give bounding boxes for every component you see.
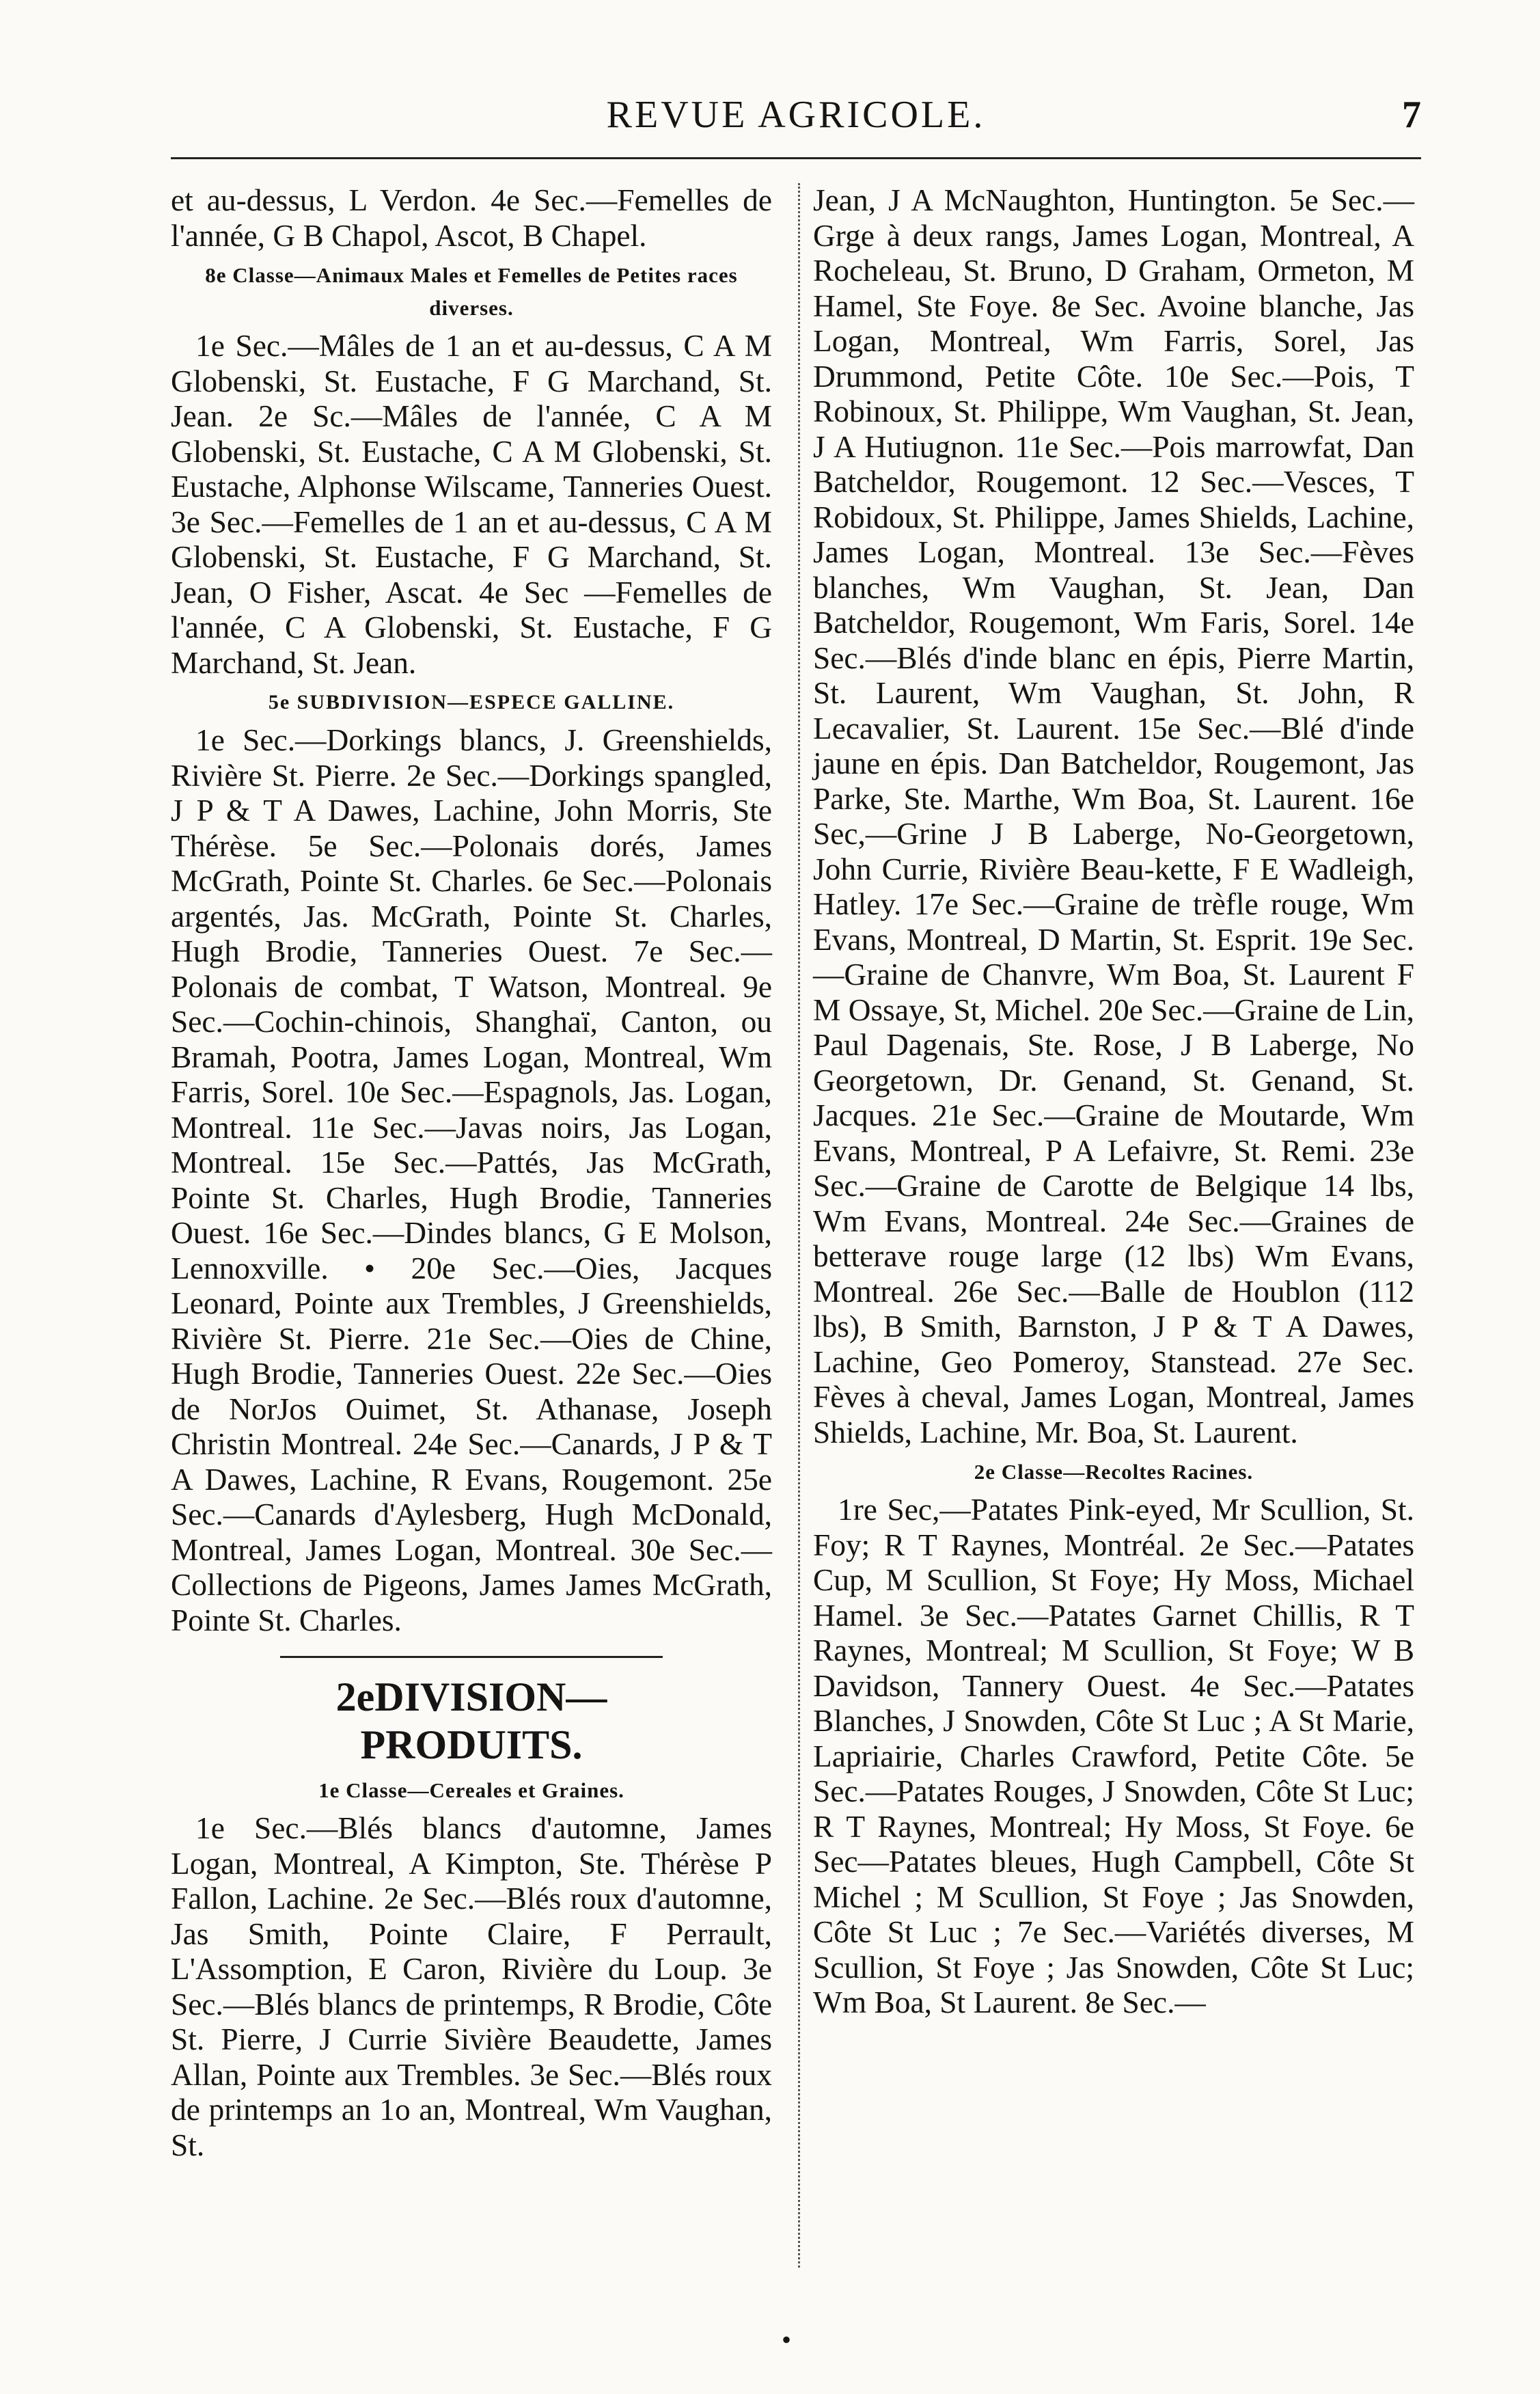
footer-mark: • bbox=[782, 2324, 792, 2355]
paragraph: 1e Sec.—Mâles de 1 an et au-dessus, C A M Globenski, St. Eustache, F G Marchand, St. Jean. 2e Sc.—Mâles de l'année, C A M Globenski, St. Eustache, C A M Globenski, St. Eustache, Alphonse Wilscame, Tanneries Ouest. 3e Sec.—Femelles de 1 an et au-dessus, C A M Globenski, St. Eustache, F G Marchand, St. Jean, O Fisher, Ascat. 4e Sec —Femelles de l'année, C A Globenski, St. Eustache, F G Marchand, St. Jean. bbox=[171, 329, 772, 680]
header-rule bbox=[171, 157, 1421, 159]
page-header bbox=[171, 81, 1421, 156]
class-heading: 1e Classe—Cereales et Graines. bbox=[318, 1778, 624, 1802]
running-title: REVUE AGRICOLE. bbox=[606, 94, 986, 136]
division-heading: 2eDIVISION—PRODUITS. bbox=[280, 1656, 663, 1769]
page-number: 7 bbox=[1402, 94, 1421, 136]
class-heading: 2e Classe—Recoltes Racines. bbox=[974, 1460, 1254, 1484]
subdivision-heading: 5e SUBDIVISION—ESPECE GALLINE. bbox=[268, 691, 675, 713]
paragraph: 1e Sec.—Dorkings blancs, J. Greenshields, Rivière St. Pierre. 2e Sec.—Dorkings spangled, J P & T A Dawes, Lachine, John Morris, Ste Thérèse. 5e Sec.—Polonais dorés, James McGrath, Pointe St. Charles. 6e Sec.—Polonais argentés, Jas. McGrath, Pointe St. Charles, Hugh Brodie, Tanneries Ouest. 7e Sec.—Polonais de combat, T Watson, Montreal. 9e Sec.—Cochin-chinois, Shanghaï, Canton, ou Bramah, Pootra, James Logan, Montreal, Wm Farris, Sorel. 10e Sec.—Espagnols, Jas. Logan, Montreal. 11e Sec.—Javas noirs, Jas Logan, Montreal. 15e Sec.—Pattés, Jas McGrath, Pointe St. Charles, Hugh Brodie, Tanneries Ouest. 16e Sec.—Dindes blancs, G E Molson, Lennoxville. • 20e Sec.—Oies, Jacques Leonard, Pointe aux Trembles, J Greenshields, Rivière St. Pierre. 21e Sec.—Oies de Chine, Hugh Brodie, Tanneries Ouest. 22e Sec.—Oies de NorJos Ouimet, St. Athanase, Joseph Christin Montreal. 24e Sec.—Canards, J P & T A Dawes, Lachine, R Evans, Rougemont. 25e Sec.—Canards d'Aylesberg, Hugh McDonald, Montreal, James Logan, Montreal. 30e Sec.—Collections de Pigeons, James James McGrath, Pointe St. Charles. bbox=[171, 723, 772, 1637]
column-divider bbox=[798, 183, 800, 2268]
class-heading: 8e Classe—Animaux Males et Femelles de Petites races diverses. bbox=[205, 263, 738, 320]
paragraph: Jean, J A McNaughton, Huntington. 5e Sec.—Grge à deux rangs, James Logan, Montreal, A Rocheleau, St. Bruno, D Graham, Ormeton, M Hamel, Ste Foye. 8e Sec. Avoine blanche, Jas Logan, Montreal, Wm Farris, Sorel, Jas Drummond, Petite Côte. 10e Sec.—Pois, T Robinoux, St. Philippe, Wm Vaughan, St. Jean, J A Hutiugnon. 11e Sec.—Pois marrowfat, Dan Batcheldor, Rougemont. 12 Sec.—Vesces, T Robidoux, St. Philippe, James Shields, Lachine, James Logan, Montreal. 13e Sec.—Fèves blanches, Wm Vaughan, St. Jean, Dan Batcheldor, Rougemont, Wm Faris, Sorel. 14e Sec.—Blés d'inde blanc en épis, Pierre Martin, St. Laurent, Wm Vaughan, St. John, R Lecavalier, St. Laurent. 15e Sec.—Blé d'inde jaune en épis. Dan Batcheldor, Rougemont, Jas Parke, Ste. Marthe, Wm Boa, St. Laurent. 16e Sec,—Grine J B Laberge, No-Georgetown, John Currie, Rivière Beau-kette, F E Wadleigh, Hatley. 17e Sec.—Graine de trèfle rouge, Wm Evans, Montreal, D Martin, St. Esprit. 19e Sec.—Graine de Chanvre, Wm Boa, St. Laurent F M Ossaye, St, Michel. 20e Sec.—Graine de Lin, Paul Dagenais, Ste. Rose, J B Laberge, No Georgetown, Dr. Genand, St. Genand, St. Jacques. 21e Sec.—Graine de Moutarde, Wm Evans, Montreal, P A Lefaivre, St. Remi. 23e Sec.—Graine de Carotte de Belgique 14 lbs, Wm Evans, Montreal. 24e Sec.—Graines de betterave rouge large (12 lbs) Wm Evans, Montreal. 26e Sec.—Balle de Houblon (112 lbs), B Smith, Barnston, J P & T A Dawes, Lachine, Geo Pomeroy, Stanstead. 27e Sec. Fèves à cheval, James Logan, Montreal, James Shields, Lachine, Mr. Boa, St. Laurent. bbox=[813, 183, 1414, 1450]
paragraph: 1e Sec.—Blés blancs d'automne, James Logan, Montreal, A Kimpton, Ste. Thérèse P Fallon, Lachine. 2e Sec.—Blés roux d'automne, Jas Smith, Pointe Claire, F Perrault, L'Assomption, E Caron, Rivière du Loup. 3e Sec.—Blés blancs de printemps, R Brodie, Côte St. Pierre, J Currie Sivière Beaudette, James Allan, Pointe aux Trembles. 3e Sec.—Blés roux de printemps an 1o an, Montreal, Wm Vaughan, St. bbox=[171, 1811, 772, 2162]
right-column bbox=[813, 183, 1414, 2021]
left-column bbox=[171, 183, 772, 2163]
paragraph: 1re Sec,—Patates Pink-eyed, Mr Scullion, St. Foy; R T Raynes, Montréal. 2e Sec.—Patates Cup, M Scullion, St Foye; Hy Moss, Michael Hamel. 3e Sec.—Patates Garnet Chillis, R T Raynes, Montreal; M Scullion, St Foye; W B Davidson, Tannery Ouest. 4e Sec.—Patates Blanches, J Snowden, Côte St Luc ; A St Marie, Lapriairie, Charles Crawford, Petite Côte. 5e Sec.—Patates Rouges, J Snowden, Côte St Luc; R T Raynes, Montreal; Hy Moss, St Foye. 6e Sec—Patates bleues, Hugh Campbell, Côte St Michel ; M Scullion, St Foye ; Jas Snowden, Côte St Luc ; 7e Sec.—Variétés diverses, M Scullion, St Foye ; Jas Snowden, Côte St Luc; Wm Boa, St Laurent. 8e Sec.— bbox=[813, 1493, 1414, 2019]
paragraph: et au-dessus, L Verdon. 4e Sec.—Femelles de l'année, G B Chapol, Ascot, B Chapel. bbox=[171, 183, 772, 253]
